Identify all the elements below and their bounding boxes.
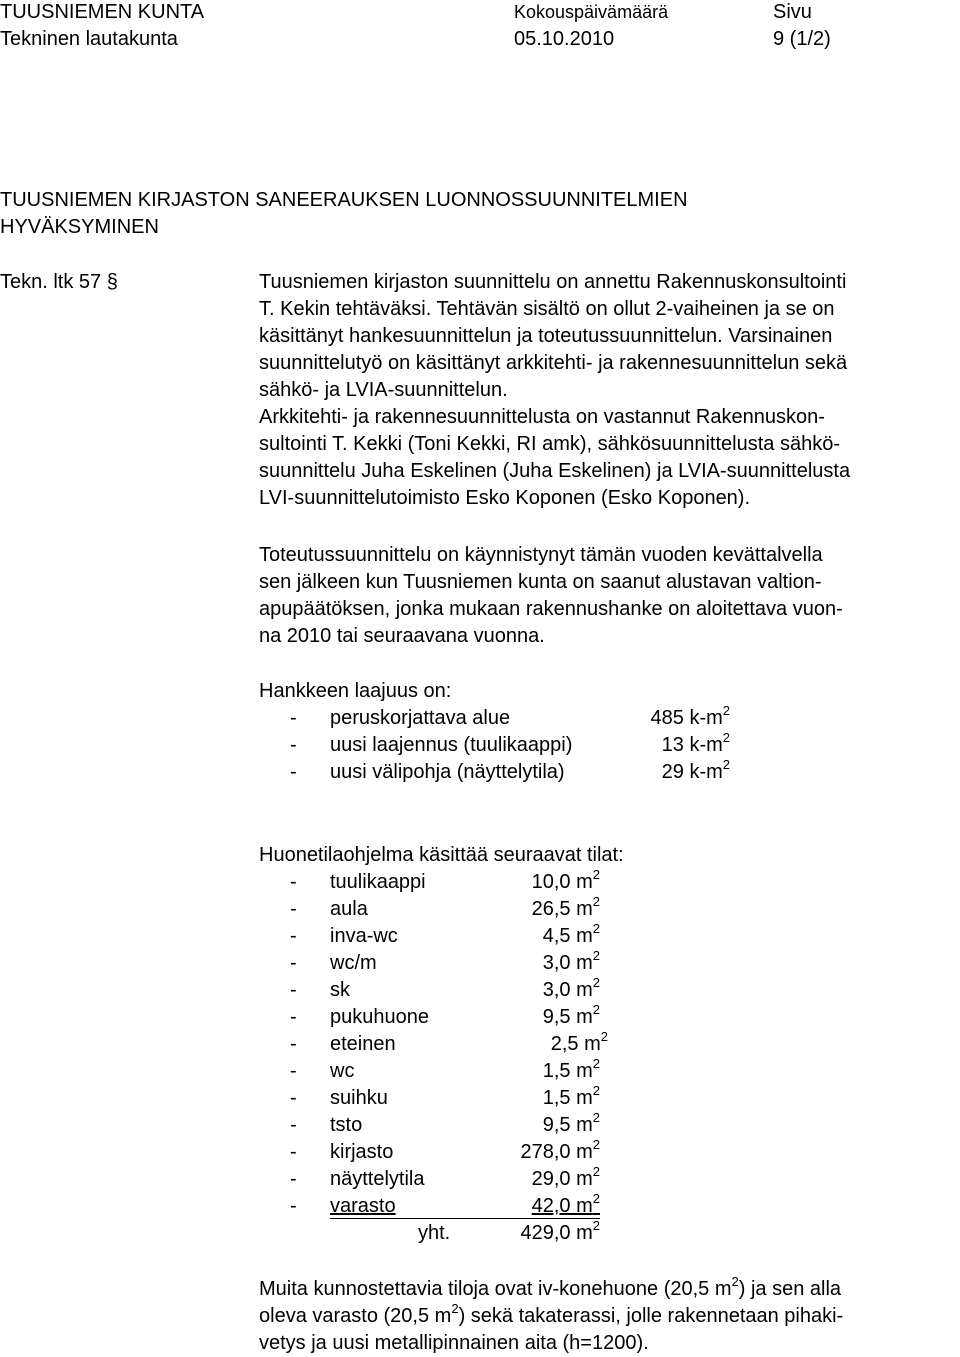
item-value: 485 $k-m^2$	[650, 703, 730, 729]
title-line-1: TUUSNIEMEN KIRJASTON SANEERAUKSEN LUONNOSSUUNNITELMIEN	[0, 189, 688, 211]
text-line: T. Kekin tehtäväksi. Tehtävän sisältö on ollut 2-vaiheinen ja se on	[259, 298, 835, 320]
list-dash: -	[290, 1060, 297, 1082]
text-line: Toteutussuunnittelu on käynnistynyt tämän vuoden kevättalvella	[259, 544, 823, 566]
text-line: oleva varasto (20,5 $m^2$) sekä takaterassi, jolle rakennetaan pihaki-	[259, 1301, 844, 1327]
item-value: 42,0 $m^2$	[531, 1191, 600, 1217]
text-line: Muita kunnostettavia tiloja ovat iv-konehuone (20,5 $m^2$) ja sen alla	[259, 1274, 842, 1300]
item-value: 9,5 $m^2$	[542, 1002, 600, 1028]
list-dash: -	[290, 1033, 297, 1055]
list-dash: -	[290, 1006, 297, 1028]
underline-rule	[330, 1218, 600, 1219]
item-name: uusi laajennus (tuulikaappi)	[330, 734, 573, 756]
item-value: 2,5 $m^2$	[550, 1029, 608, 1055]
text-line: na 2010 tai seuraavana vuonna.	[259, 625, 545, 647]
item-value: 1,5 $m^2$	[542, 1083, 600, 1109]
item-name: tsto	[330, 1114, 363, 1136]
section-reference: Tekn. ltk 57 §	[0, 271, 118, 293]
list-dash: -	[290, 761, 297, 783]
list-dash: -	[290, 925, 297, 947]
item-value: 9,5 $m^2$	[542, 1110, 600, 1136]
item-name: kirjasto	[330, 1141, 394, 1163]
text-line: Arkkitehti- ja rakennesuunnittelusta on vastannut Rakennuskon-	[259, 406, 825, 428]
text-line: sähkö- ja LVIA-suunnittelun.	[259, 379, 508, 401]
item-name: näyttelytila	[330, 1168, 425, 1190]
date-label: Kokouspäivämäärä	[514, 2, 669, 22]
list-dash: -	[290, 707, 297, 729]
text-line: vetys ja uusi metallipinnainen aita (h=1200).	[259, 1332, 649, 1354]
list-dash: -	[290, 898, 297, 920]
text-line: suunnittelu Juha Eskelinen (Juha Eskelinen) ja LVIA-suunnittelusta	[259, 460, 851, 482]
list-dash: -	[290, 1087, 297, 1109]
text-line: sultointi T. Kekki (Toni Kekki, RI amk), sähkösuunnittelusta sähkö-	[259, 433, 840, 455]
item-name: uusi välipohja (näyttelytila)	[330, 761, 565, 783]
item-name: pukuhuone	[330, 1006, 429, 1028]
list-dash: -	[290, 1114, 297, 1136]
text-line: apupäätöksen, jonka mukaan rakennushanke on aloitettava vuon-	[259, 598, 843, 620]
item-value: 3,0 $m^2$	[542, 948, 600, 974]
title-line-2: HYVÄKSYMINEN	[0, 216, 159, 238]
item-name: wc	[330, 1060, 355, 1082]
item-value: 1,5 $m^2$	[542, 1056, 600, 1082]
item-name: inva-wc	[330, 925, 398, 947]
list-dash: -	[290, 952, 297, 974]
text-line: Tuusniemen kirjaston suunnittelu on annettu Rakennuskonsultointi	[259, 271, 847, 293]
item-name: peruskorjattava alue	[330, 707, 511, 729]
list-dash: -	[290, 871, 297, 893]
item-name: wc/m	[330, 952, 377, 974]
total-label: yht.	[418, 1222, 451, 1244]
text-line: käsittänyt hankesuunnittelun ja toteutussuunnittelun. Varsinainen	[259, 325, 833, 347]
total-value: 429,0 $m^2$	[520, 1218, 600, 1244]
rooms-heading: Huonetilaohjelma käsittää seuraavat tilat:	[259, 844, 624, 866]
item-name: tuulikaappi	[330, 871, 426, 893]
item-value: 13 $k-m^2$	[661, 730, 730, 756]
item-name: eteinen	[330, 1033, 396, 1055]
meeting-date: 05.10.2010	[514, 28, 615, 50]
board-name: Tekninen lautakunta	[0, 28, 178, 50]
text-line: sen jälkeen kun Tuusniemen kunta on saanut alustavan valtion-	[259, 571, 822, 593]
list-dash: -	[290, 734, 297, 756]
item-name: suihku	[330, 1087, 388, 1109]
list-dash: -	[290, 1141, 297, 1163]
municipality-name: TUUSNIEMEN KUNTA	[0, 1, 205, 23]
text-line: suunnittelutyö on käsittänyt arkkitehti- ja rakennesuunnittelun sekä	[259, 352, 848, 374]
item-value: 278,0 $m^2$	[520, 1137, 600, 1163]
list-dash: -	[290, 1195, 297, 1217]
item-name: aula	[330, 898, 368, 920]
item-value: 3,0 $m^2$	[542, 975, 600, 1001]
page-label: Sivu	[773, 1, 812, 23]
item-value: 29 $k-m^2$	[661, 757, 730, 783]
item-value: 10,0 $m^2$	[531, 867, 600, 893]
list-dash: -	[290, 979, 297, 1001]
scope-heading: Hankkeen laajuus on:	[259, 680, 452, 702]
item-value: 29,0 $m^2$	[531, 1164, 600, 1190]
item-value: 26,5 $m^2$	[531, 894, 600, 920]
list-dash: -	[290, 1168, 297, 1190]
page-number: 9 (1/2)	[773, 28, 831, 50]
text-line: LVI-suunnittelutoimisto Esko Koponen (Esko Koponen).	[259, 487, 751, 509]
item-value: 4,5 $m^2$	[542, 921, 600, 947]
item-name: varasto	[330, 1195, 396, 1217]
item-name: sk	[330, 979, 350, 1001]
